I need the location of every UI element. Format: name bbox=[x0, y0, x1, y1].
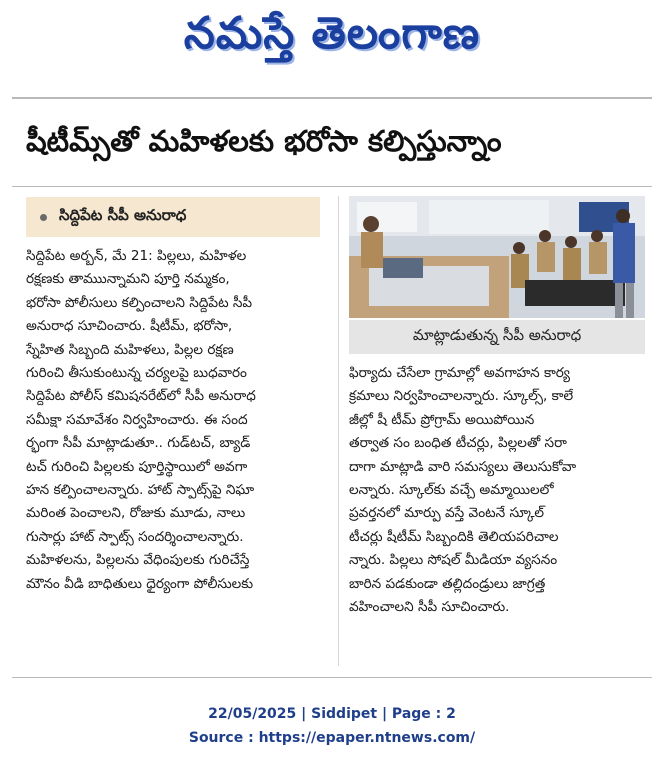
text-line: ఫిర్యాదు చేసేలా గ్రామాల్లో అవగాహన కార్య bbox=[349, 365, 571, 381]
text-line: సిద్దిపేట అర్బన్, మే 21: పిల్లలు, మహిళల bbox=[26, 248, 247, 264]
text-line: టీచర్లు షీటీమ్ సిబ్బందికి తెలియపరిచాల bbox=[349, 528, 559, 545]
text-line: టచ్ గురించి పిల్లలకు పూర్తిస్థాయిలో అవగా bbox=[26, 458, 248, 475]
headline-divider bbox=[12, 186, 652, 187]
text-line: సిద్దిపేట పోలీస్ కమిషనరేట్‌లో సీపీ అనురాధ bbox=[26, 388, 256, 405]
bottom-divider bbox=[12, 677, 652, 678]
text-line: జీల్లో షీ టీమ్ ప్రోగ్రామ్ అయిపోయిన bbox=[349, 411, 535, 428]
text-line: తర్వాత సం బంధిత టీచర్లు, పిల్లలతో సరా bbox=[349, 435, 567, 452]
text-line: గురించి తీసుకుంటున్న చర్యలపై బుధవారం bbox=[26, 365, 247, 382]
text-line: రక్షణకు తాముున్నామని పూర్తి నమ్మకం, bbox=[26, 271, 230, 288]
article-left-column bbox=[26, 245, 328, 596]
text-line: ర్భంగా సీపీ మాట్లాడుతూ.. గుడ్‌టచ్, బ్యాడ్ bbox=[26, 435, 251, 452]
article-right-column bbox=[349, 362, 649, 619]
article-headline: షీటీమ్స్‌తో మహిళలకు భరోసా కల్పిస్తున్నాం bbox=[26, 124, 502, 158]
newspaper-masthead bbox=[0, 0, 664, 78]
masthead-logo: నమస్తే తెలంగాణ bbox=[183, 8, 481, 59]
text-line: భరోసా పోలీసులు కల్పించాలని సిద్దిపేట సీపీ bbox=[26, 294, 253, 311]
text-line: మరింత పెంచాలని, రోజుకు మూడు, నాలు bbox=[26, 505, 246, 522]
bullet-icon bbox=[40, 214, 47, 221]
text-line: క్రమాలు నిర్వహించాలన్నారు. స్కూల్స్, కాలే bbox=[349, 388, 574, 405]
text-line: న్నారు. పిల్లలు సోషల్ మీడియా వ్యసనం bbox=[349, 552, 558, 569]
column-divider bbox=[338, 196, 339, 666]
text-line: హన కల్పించాలన్నారు. హాట్ స్పాట్స్‌పై నిఘా bbox=[26, 482, 255, 499]
text-line: వహించాలని సీపీ సూచించారు. bbox=[349, 599, 510, 616]
text-line: మహిళలను, పిల్లలను వేధింపులకు గురిచేస్తే bbox=[26, 552, 250, 569]
text-line: స్నేహిత సిబ్బంది మహిళలు, పిల్లల రక్షణ bbox=[26, 341, 234, 358]
byline-text: సిద్దిపేట సీపీ అనురాధ bbox=[59, 206, 187, 224]
text-line: అనురాధ సూచించారు. షీటీమ్, భరోసా, bbox=[26, 318, 233, 335]
footer-source: Source : https://epaper.ntnews.com/ bbox=[188, 730, 476, 746]
news-photo bbox=[349, 196, 645, 318]
text-line: ప్రవర్తనలో మార్పు వస్తే వెంటనే స్కూల్ bbox=[349, 505, 544, 522]
byline-box bbox=[26, 197, 320, 237]
meeting-photo-illustration bbox=[349, 196, 645, 318]
footer-date-edition: 22/05/2025 | Siddipet | Page : 2 bbox=[208, 706, 456, 722]
text-line: సమీక్షా సమావేశం నిర్వహించారు. ఈ సంద bbox=[26, 411, 248, 428]
text-line: గుసార్లు హాట్ స్పాట్స్ సందర్శించాలన్నారు. bbox=[26, 528, 244, 545]
text-line: బారిన పడకుండా తల్లిదండ్రులు జాగ్రత్త bbox=[349, 575, 546, 592]
photo-caption: మాట్లాడుతున్న సీపీ అనురాధ bbox=[349, 320, 645, 354]
text-line: మౌనం వీడి బాధితులు ధైర్యంగా పోలీసులకు bbox=[26, 575, 254, 592]
text-line: దాగా మాట్లాడి వారి సమస్యలు తెలుసుకోవా bbox=[349, 458, 577, 475]
text-line: లన్నారు. స్కూల్‌కు వచ్చే అమ్మాయిలలో bbox=[349, 482, 554, 499]
top-divider bbox=[12, 97, 652, 99]
